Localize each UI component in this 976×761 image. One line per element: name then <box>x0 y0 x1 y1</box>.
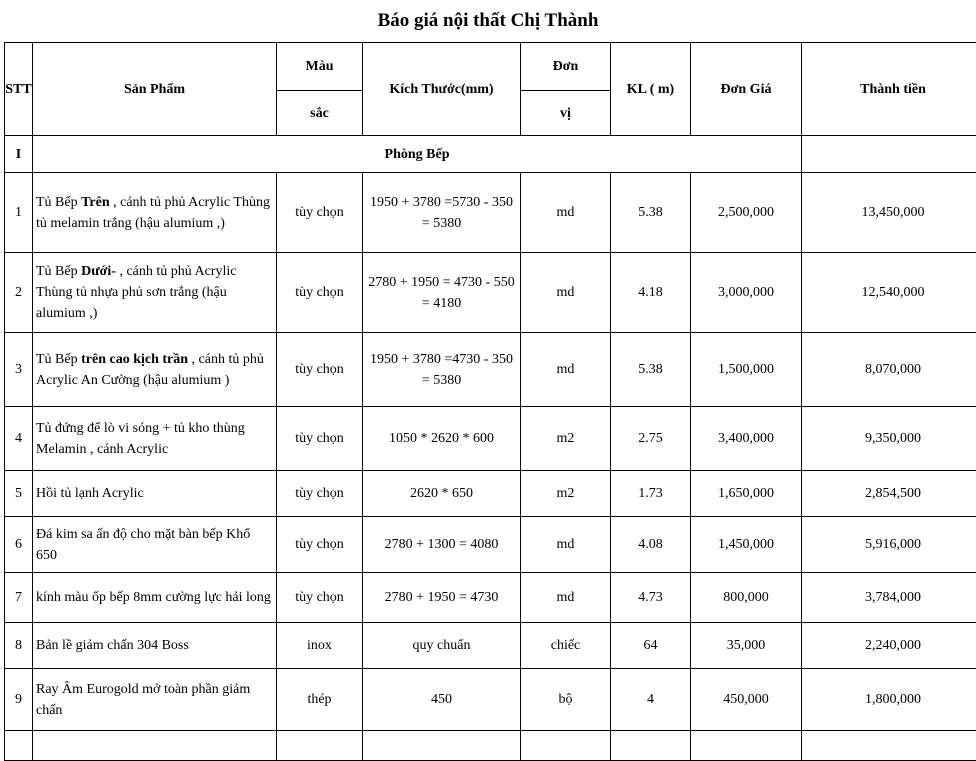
table-row <box>5 517 976 573</box>
row-unit: chiếc <box>521 623 611 669</box>
row-product: Tủ Bếp Trên , cánh tủ phủ Acrylic Thùng tủ melamin trắng (hậu alumium ,) <box>33 173 277 253</box>
row-size: 2780 + 1300 = 4080 <box>363 517 521 573</box>
row-stt: 1 <box>5 173 33 253</box>
row-price: 1,650,000 <box>691 471 802 517</box>
row-color: thép <box>277 669 363 731</box>
row-stt: 3 <box>5 333 33 407</box>
row-color: tùy chọn <box>277 173 363 253</box>
header-color-top: Màu <box>277 43 363 91</box>
row-qty: 4.18 <box>611 253 691 333</box>
row-unit: m2 <box>521 471 611 517</box>
header-product: Sản Phẩm <box>33 43 277 136</box>
header-row <box>5 43 976 91</box>
row-total: 2,240,000 <box>802 623 976 669</box>
row-qty: 64 <box>611 623 691 669</box>
row-product <box>33 731 277 761</box>
row-size: 1950 + 3780 =5730 - 350 = 5380 <box>363 173 521 253</box>
row-total: 1,800,000 <box>802 669 976 731</box>
row-product: Tủ Bếp Dưới- , cánh tủ phủ Acrylic Thùng tủ nhựa phủ sơn trắng (hậu alumium ,) <box>33 253 277 333</box>
table-row <box>5 253 976 333</box>
table-row-partial <box>5 731 976 761</box>
row-stt: 4 <box>5 407 33 471</box>
header-color-bottom: sắc <box>277 91 363 136</box>
row-price <box>691 731 802 761</box>
row-total: 8,070,000 <box>802 333 976 407</box>
row-qty: 4.08 <box>611 517 691 573</box>
row-price: 2,500,000 <box>691 173 802 253</box>
row-stt: 8 <box>5 623 33 669</box>
row-stt: 5 <box>5 471 33 517</box>
section-name: Phòng Bếp <box>33 136 802 173</box>
header-qty: KL ( m) <box>611 43 691 136</box>
row-qty: 2.75 <box>611 407 691 471</box>
row-price: 1,450,000 <box>691 517 802 573</box>
row-price: 800,000 <box>691 573 802 623</box>
row-color: tùy chọn <box>277 517 363 573</box>
section-stt: I <box>5 136 33 173</box>
row-total: 2,854,500 <box>802 471 976 517</box>
row-price: 35,000 <box>691 623 802 669</box>
quote-table <box>4 42 976 761</box>
header-total: Thành tiền <box>802 43 976 136</box>
row-unit: md <box>521 253 611 333</box>
row-total <box>802 731 976 761</box>
row-total: 3,784,000 <box>802 573 976 623</box>
row-product: Tủ đứng để lò vi sóng + tủ kho thùng Melamin , cánh Acrylic <box>33 407 277 471</box>
row-price: 3,000,000 <box>691 253 802 333</box>
row-unit: md <box>521 517 611 573</box>
row-size <box>363 731 521 761</box>
section-row <box>5 136 976 173</box>
row-product: Bản lề giảm chấn 304 Boss <box>33 623 277 669</box>
row-color: inox <box>277 623 363 669</box>
row-unit: md <box>521 333 611 407</box>
row-unit: m2 <box>521 407 611 471</box>
row-total: 13,450,000 <box>802 173 976 253</box>
row-unit: md <box>521 173 611 253</box>
table-row <box>5 471 976 517</box>
row-size: 2620 * 650 <box>363 471 521 517</box>
table-row <box>5 333 976 407</box>
header-stt: STT <box>5 43 33 136</box>
row-stt: 6 <box>5 517 33 573</box>
row-product: Đá kim sa ấn độ cho mặt bàn bếp Khổ 650 <box>33 517 277 573</box>
row-color: tùy chọn <box>277 573 363 623</box>
row-stt <box>5 731 33 761</box>
row-stt: 9 <box>5 669 33 731</box>
row-product: Ray Âm Eurogold mở toàn phần giảm chấn <box>33 669 277 731</box>
row-color: tùy chọn <box>277 471 363 517</box>
row-product: Tủ Bếp trên cao kịch trần , cánh tủ phủ Acrylic An Cường (hậu alumium ) <box>33 333 277 407</box>
row-size: 2780 + 1950 = 4730 <box>363 573 521 623</box>
row-size: 450 <box>363 669 521 731</box>
row-size: 1950 + 3780 =4730 - 350 = 5380 <box>363 333 521 407</box>
row-total: 9,350,000 <box>802 407 976 471</box>
row-unit: md <box>521 573 611 623</box>
header-price: Đơn Giá <box>691 43 802 136</box>
row-qty: 1.73 <box>611 471 691 517</box>
table-row <box>5 573 976 623</box>
table-row <box>5 407 976 471</box>
row-qty: 4 <box>611 669 691 731</box>
row-stt: 7 <box>5 573 33 623</box>
row-product: kính màu ốp bếp 8mm cường lực hải long <box>33 573 277 623</box>
row-color: tùy chọn <box>277 253 363 333</box>
row-stt: 2 <box>5 253 33 333</box>
row-price: 450,000 <box>691 669 802 731</box>
header-unit-top: Đơn <box>521 43 611 91</box>
table-row <box>5 669 976 731</box>
section-empty <box>802 136 976 173</box>
row-color <box>277 731 363 761</box>
row-total: 12,540,000 <box>802 253 976 333</box>
row-qty <box>611 731 691 761</box>
row-qty: 4.73 <box>611 573 691 623</box>
row-size: 2780 + 1950 = 4730 - 550 = 4180 <box>363 253 521 333</box>
header-size: Kích Thước(mm) <box>363 43 521 136</box>
row-total: 5,916,000 <box>802 517 976 573</box>
header-unit-bottom: vị <box>521 91 611 136</box>
row-price: 3,400,000 <box>691 407 802 471</box>
page-title: Báo giá nội thất Chị Thành <box>0 0 976 42</box>
row-size: quy chuẩn <box>363 623 521 669</box>
row-qty: 5.38 <box>611 333 691 407</box>
table-row <box>5 173 976 253</box>
row-size: 1050 * 2620 * 600 <box>363 407 521 471</box>
row-qty: 5.38 <box>611 173 691 253</box>
row-unit: bộ <box>521 669 611 731</box>
row-price: 1,500,000 <box>691 333 802 407</box>
table-row <box>5 623 976 669</box>
row-product: Hồi tủ lạnh Acrylic <box>33 471 277 517</box>
row-color: tùy chọn <box>277 407 363 471</box>
row-unit <box>521 731 611 761</box>
row-color: tùy chọn <box>277 333 363 407</box>
